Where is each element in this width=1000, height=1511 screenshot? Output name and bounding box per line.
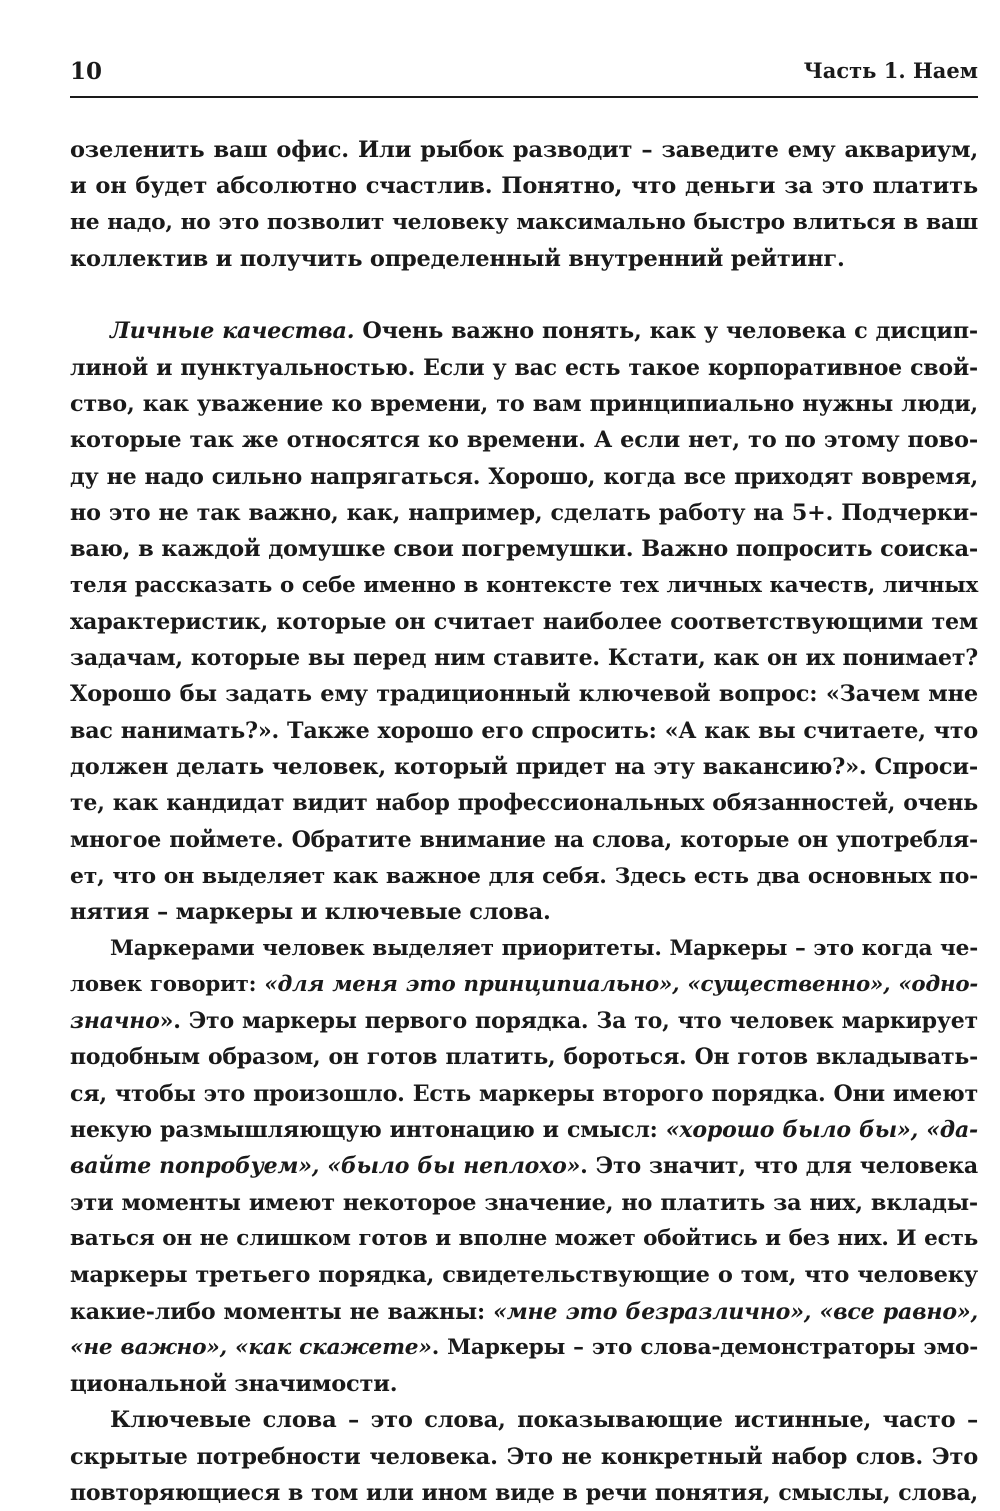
text-line: те, как кандидат видит набор профессиональных обязанностей, очень	[70, 790, 978, 817]
quote-run: принципиально	[463, 971, 660, 997]
quote-run: существенно	[700, 971, 870, 997]
text-line: ваю, в каждой домушке свои погремушки. Важно попросить соиска-	[70, 536, 978, 563]
text-run: . Маркеры – это слова-демонстраторы эмо-	[431, 1334, 978, 1360]
text-line: коллектив и получить определенный внутренний рейтинг.	[70, 245, 845, 272]
quote-run: «мне это безразлично», «все равно»,	[493, 1298, 978, 1325]
text-line: повторяющиеся в том или ином виде в речи понятия, смыслы, слова,	[70, 1479, 978, 1506]
quote-run: значно	[70, 1008, 160, 1035]
text-line	[70, 1003, 978, 1039]
paragraph-gap	[70, 277, 978, 313]
text-line: теля рассказать о себе именно в контексте тех личных качеств, личных	[70, 572, 978, 598]
text-line	[70, 1148, 978, 1184]
text-line: нятия – маркеры и ключевые слова.	[70, 899, 551, 926]
text-line: маркеры третьего порядка, свидетельствующие о том, что человеку	[70, 1262, 978, 1289]
text-line: которые так же относятся ко времени. А если нет, то по этому пово-	[70, 427, 978, 454]
running-head	[70, 58, 978, 94]
text-line	[70, 967, 978, 1003]
quote-run: «не важно», «как скажете»	[70, 1334, 432, 1360]
text-line: подобным образом, он готов платить, бороться. Он готов вкладывать-	[70, 1044, 978, 1071]
text-line: ду не надо сильно напрягаться. Хорошо, когда все приходят вовремя,	[70, 463, 978, 490]
text-line: Хорошо бы задать ему традиционный ключевой вопрос: «Зачем мне	[70, 681, 978, 708]
text-line: циональной значимости.	[70, 1371, 398, 1398]
section-heading: Личные качества.	[110, 318, 355, 345]
text-line: ет, что он выделяет как важное для себя. Здесь есть два основных по-	[70, 862, 978, 889]
text-line	[70, 1330, 978, 1366]
text-line: не надо, но это позволит человеку максимально быстро влиться в ваш	[70, 209, 978, 235]
quote-run: », «	[659, 971, 701, 997]
text-line	[70, 1294, 978, 1330]
text-line	[70, 1112, 978, 1148]
text-line: должен делать человек, который придет на эту вакансию?». Спроси-	[70, 754, 978, 781]
text-line: озеленить ваш офис. Или рыбок разводит – заведите ему аквариум,	[70, 137, 978, 163]
quote-run: «хорошо было бы», «да-	[665, 1117, 978, 1144]
body-text	[70, 132, 978, 1511]
text-line: вас нанимать?». Также хорошо его спросить: «А как вы считаете, что	[70, 717, 978, 744]
text-line: эти моменты имеют некоторое значение, но платить за них, вклады-	[70, 1189, 978, 1216]
quote-run: вайте попробуем», «было бы неплохо»	[70, 1153, 581, 1180]
text-line: скрытые потребности человека. Это не конкретный набор слов. Это	[70, 1443, 978, 1470]
text-line: но это не так важно, как, например, сделать работу на 5+. Подчерки-	[70, 499, 978, 526]
header-rule	[70, 96, 978, 98]
text-run: ». Это маркеры первого порядка. За то, что человек маркирует	[159, 1008, 978, 1035]
text-line: Ключевые слова – это слова, показывающие истинные, часто –	[110, 1407, 978, 1434]
chapter-title: Часть 1. Наем	[803, 58, 978, 83]
text-run: какие-либо моменты не важны:	[70, 1298, 494, 1325]
text-run: некую размышляющую интонацию и смысл:	[70, 1117, 666, 1144]
text-line	[70, 313, 978, 349]
text-run: Очень важно понять, как у человека с дисцип-	[354, 318, 978, 345]
text-line: и он будет абсолютно счастлив. Понятно, что деньги за это платить	[70, 173, 978, 200]
text-line: линой и пунктуальностью. Если у вас есть такое корпоративное свой-	[70, 354, 978, 381]
page-number: 10	[70, 58, 103, 85]
text-line: задачам, которые вы перед ним ставите. Кстати, как он их понимает?	[70, 645, 978, 672]
quote-run: «для меня это	[264, 971, 464, 997]
text-line: характеристик, которые он считает наиболее соответствующими тем	[70, 608, 978, 635]
text-run: . Это значит, что для человека	[580, 1153, 979, 1180]
quote-run: », «одно-	[870, 971, 979, 997]
text-run: ловек говорит:	[70, 971, 265, 997]
text-line: ваться он не слишком готов и вполне может обойтись и без них. И есть	[70, 1225, 978, 1251]
text-line: ся, чтобы это произошло. Есть маркеры второго порядка. Они имеют	[70, 1080, 978, 1107]
text-line: многое поймете. Обратите внимание на слова, которые он употребля-	[70, 826, 978, 853]
text-line: Маркерами человек выделяет приоритеты. Маркеры – это когда че-	[110, 935, 978, 961]
text-line: ство, как уважение ко времени, то вам принципиально нужны люди,	[70, 391, 978, 418]
